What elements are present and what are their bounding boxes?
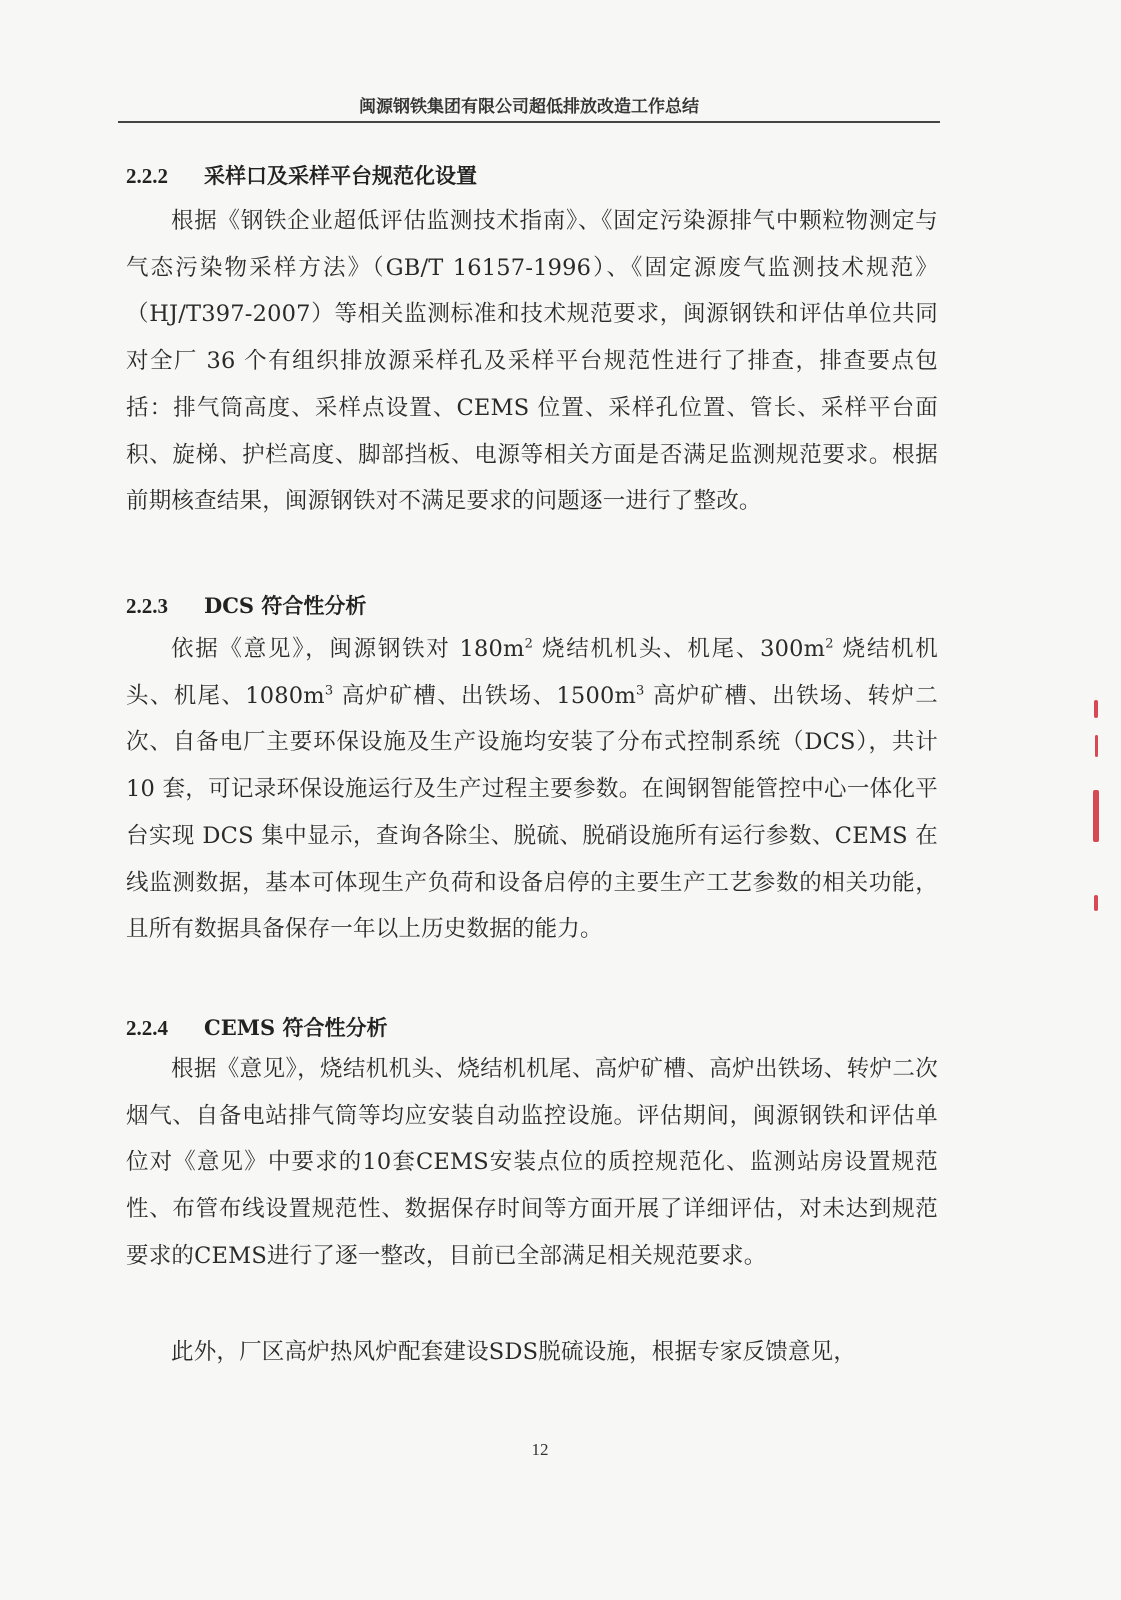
section-number: 2.2.4 bbox=[126, 1016, 168, 1040]
seal-bleed-mark bbox=[1093, 790, 1099, 842]
seal-bleed-mark bbox=[1095, 735, 1098, 757]
document-header: 闽源钢铁集团有限公司超低排放改造工作总结 bbox=[359, 97, 699, 117]
seal-bleed-mark bbox=[1094, 700, 1098, 718]
section-number: 2.2.3 bbox=[126, 594, 168, 618]
paragraph-dcs-analysis: 依据《意见》，闽源钢铁对 $180m^2$ 烧结机机头、机尾、$300m^2$ 烧结机机头、机尾、$1080m^3$ 高炉矿槽、出铁场、$1500m^3$ 高炉矿槽、出铁场、转炉二次、自备电厂主要环保设施及生产设施均安装了分布式控制系统（DCS），共计 10 套，可记录环保设施运行及生产过程主要参数。在闽钢智能管控中心一体化平台实现 DCS 集中显示，查询各除尘、脱硫、脱硝设施所有运行参数、CEMS 在线监测数据，基本可体现生产负荷和设备启停的主要生产工艺参数的相关功能，且所有数据具备保存一年以上历史数据的能力。 bbox=[126, 636, 938, 943]
section-title-prefix: CEMS bbox=[204, 1015, 276, 1040]
section-title: 符合性分析 bbox=[282, 1016, 388, 1040]
header-rule bbox=[118, 121, 940, 123]
section-title-prefix: DCS bbox=[204, 593, 255, 618]
page-number: 12 bbox=[531, 1440, 549, 1459]
section-title: 符合性分析 bbox=[261, 594, 367, 618]
seal-bleed-mark bbox=[1094, 895, 1098, 911]
section-heading-2-2-2 bbox=[126, 160, 477, 190]
section-heading-2-2-4 bbox=[126, 1012, 387, 1042]
paragraph-sds-note: 此外，厂区高炉热风炉配套建设SDS脱硫设施，根据专家反馈意见， bbox=[171, 1339, 857, 1365]
section-title: 采样口及采样平台规范化设置 bbox=[204, 164, 477, 188]
paragraph-cems-analysis: 根据《意见》，烧结机机头、烧结机机尾、高炉矿槽、高炉出铁场、转炉二次烟气、自备电站排气筒等均应安装自动监控设施。评估期间，闽源钢铁和评估单位对《意见》中要求的10套CEMS安装点位的质控规范化、监测站房设置规范性、布管布线设置规范性、数据保存时间等方面开展了详细评估，对未达到规范要求的CEMS进行了逐一整改，目前已全部满足相关规范要求。 bbox=[126, 1056, 938, 1269]
section-heading-2-2-3 bbox=[126, 590, 366, 620]
section-number: 2.2.2 bbox=[126, 164, 168, 188]
paragraph-sampling-ports: 根据《钢铁企业超低评估监测技术指南》、《固定污染源排气中颗粒物测定与气态污染物采样方法》（GB/T 16157-1996）、《固定源废气监测技术规范》（HJ/T397-2007）等相关监测标准和技术规范要求，闽源钢铁和评估单位共同对全厂 36 个有组织排放源采样孔及采样平台规范性进行了排查，排查要点包括：排气筒高度、采样点设置、CEMS 位置、采样孔位置、管长、采样平台面积、旋梯、护栏高度、脚部挡板、电源等相关方面是否满足监测规范要求。根据前期核查结果，闽源钢铁对不满足要求的问题逐一进行了整改。 bbox=[126, 208, 938, 515]
